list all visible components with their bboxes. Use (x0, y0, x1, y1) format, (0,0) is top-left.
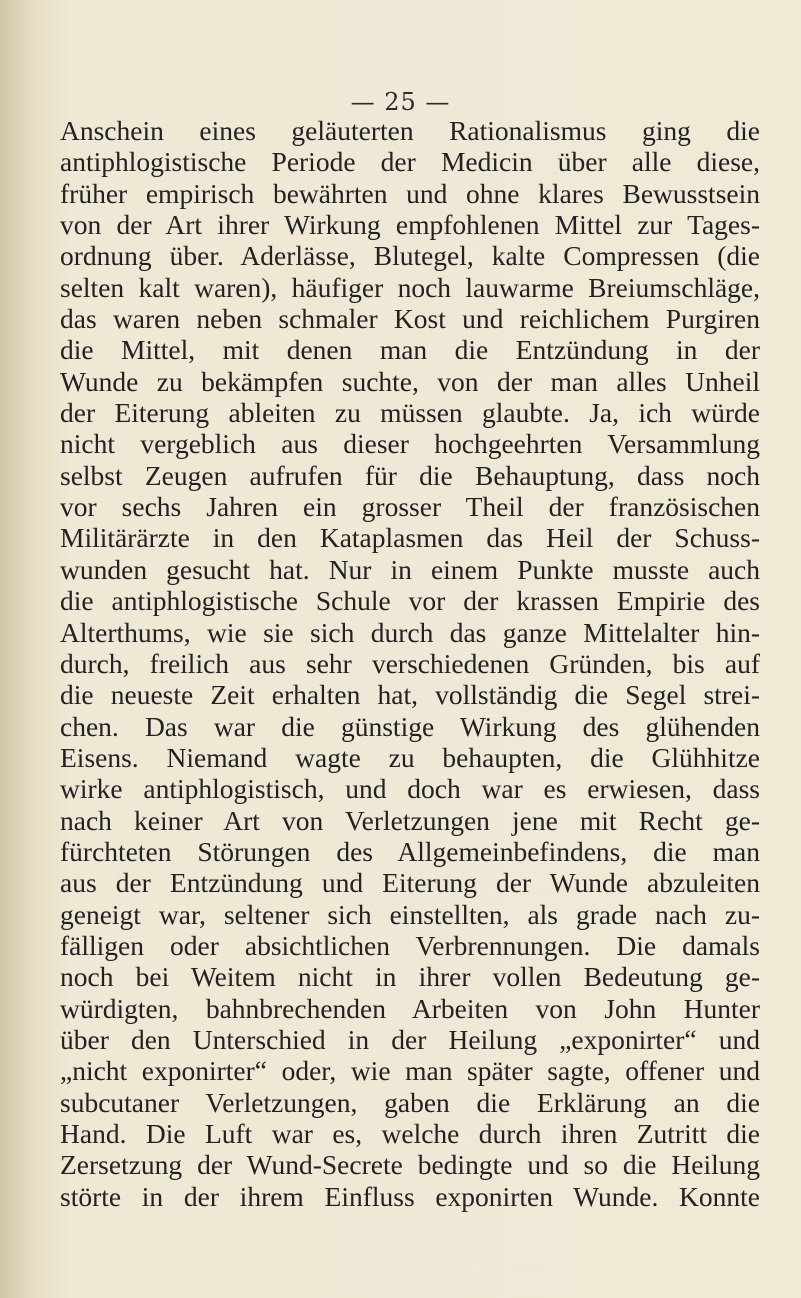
text-line: wirke antiphlogistisch, und doch war es erwiesen, dass (60, 773, 760, 805)
text-line: selten kalt waren), häufiger noch lauwarme Breiumschläge, (60, 271, 760, 303)
text-line: fürchteten Störungen des Allgemeinbefindens, die man (60, 835, 760, 867)
text-line: Eisens. Niemand wagte zu behaupten, die Glühhitze (60, 741, 760, 773)
text-line: die antiphlogistische Schule vor der krassen Empirie des (60, 585, 760, 617)
body-text (60, 115, 760, 1212)
text-line: selbst Zeugen aufrufen für die Behauptung, dass noch (60, 459, 760, 491)
text-line: die Mittel, mit denen man die Entzündung in der (60, 334, 760, 366)
text-line: durch, freilich aus sehr verschiedenen Gründen, bis auf (60, 647, 760, 679)
text-line: der Eiterung ableiten zu müssen glaubte. Ja, ich würde (60, 397, 760, 429)
text-line: Militärärzte in den Kataplasmen das Heil der Schuss- (60, 522, 760, 554)
text-line: würdigten, bahnbrechenden Arbeiten von John Hunter (60, 992, 760, 1024)
text-line: geneigt war, seltener sich einstellten, als grade nach zu- (60, 898, 760, 930)
text-line: von der Art ihrer Wirkung empfohlenen Mittel zur Tages- (60, 209, 760, 241)
text-line: vor sechs Jahren ein grosser Theil der französischen (60, 491, 760, 523)
text-line: subcutaner Verletzungen, gaben die Erklärung an die (60, 1086, 760, 1118)
text-line: das waren neben schmaler Kost und reichlichem Purgiren (60, 303, 760, 335)
text-line: nicht vergeblich aus dieser hochgeehrten Versammlung (60, 428, 760, 460)
text-line: chen. Das war die günstige Wirkung des glühenden (60, 710, 760, 742)
text-line: antiphlogistische Periode der Medicin über alle diese, (60, 146, 760, 178)
text-line: fälligen oder absichtlichen Verbrennungen. Die damals (60, 929, 760, 961)
text-line: Zersetzung der Wund-Secrete bedingte und so die Heilung (60, 1149, 760, 1181)
page-number: — 25 — (350, 88, 451, 116)
text-line: früher empirisch bewährten und ohne klares Bewusstsein (60, 177, 760, 209)
text-line: über den Unterschied in der Heilung „exponirter“ und (60, 1023, 760, 1055)
text-line: die neueste Zeit erhalten hat, vollständig die Segel strei- (60, 679, 760, 711)
text-line: nach keiner Art von Verletzungen jene mit Recht ge- (60, 804, 760, 836)
text-line: wunden gesucht hat. Nur in einem Punkte musste auch (60, 553, 760, 585)
text-line: noch bei Weitem nicht in ihrer vollen Bedeutung ge- (60, 961, 760, 993)
text-line: „nicht exponirter“ oder, wie man später sagte, offener und (60, 1055, 760, 1087)
text-line: Hand. Die Luft war es, welche durch ihren Zutritt die (60, 1118, 760, 1149)
text-line: Alterthums, wie sie sich durch das ganze Mittelalter hin- (60, 616, 760, 648)
text-line: aus der Entzündung und Eiterung der Wunde abzuleiten (60, 867, 760, 899)
text-line: störte in der ihrem Einfluss exponirten Wunde. Konnte (60, 1180, 760, 1212)
text-line: Wunde zu bekämpfen suchte, von der man alles Unheil (60, 365, 760, 397)
text-line: ordnung über. Aderlässe, Blutegel, kalte Compressen (die (60, 240, 760, 272)
text-line: Anschein eines geläuterten Rationalismus ging die (60, 115, 760, 146)
